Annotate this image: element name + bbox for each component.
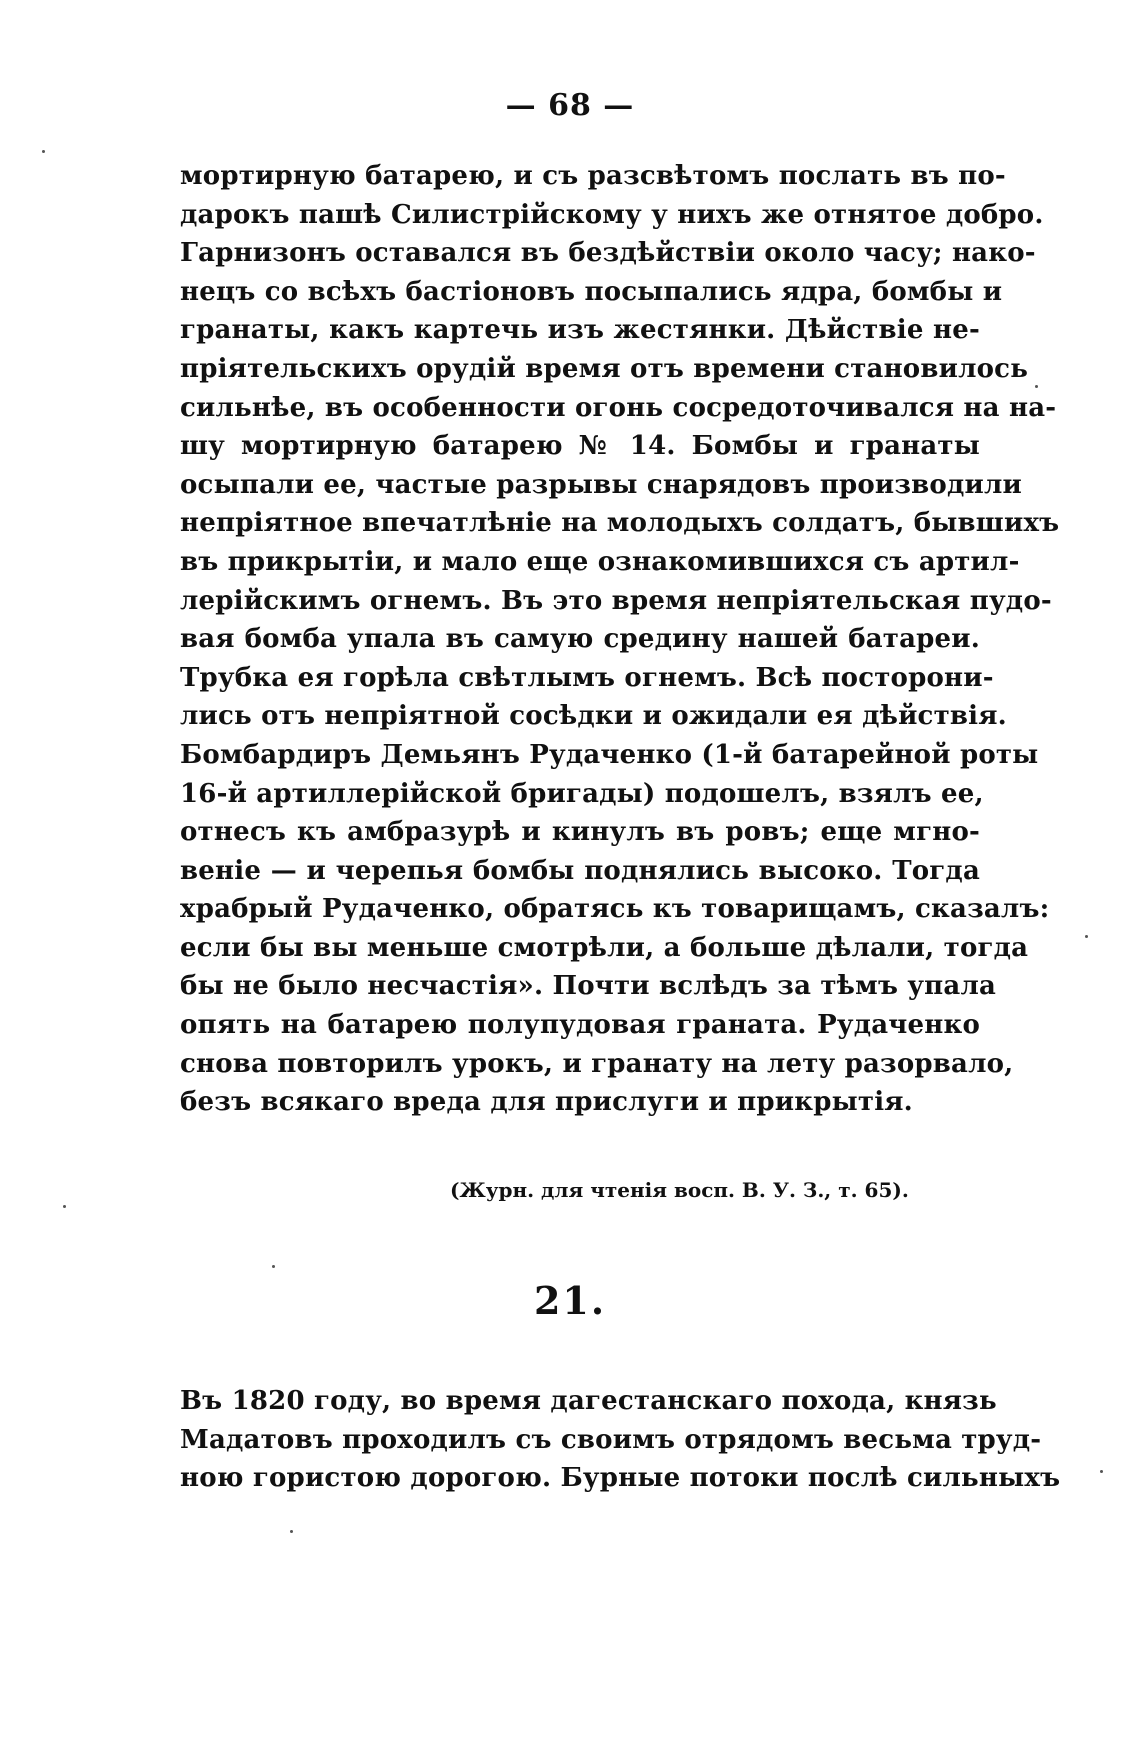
text-line: храбрый Рудаченко, обратясь къ товарищамъ, сказалъ:	[180, 894, 1050, 925]
text-line: гранаты, какъ картечь изъ жестянки. Дѣйствіе не-	[180, 315, 980, 346]
text-line: веніе — и черепья бомбы поднялись высоко. Тогда	[180, 855, 980, 886]
text-line: Мадатовъ проходилъ съ своимъ отрядомъ весьма труд-	[180, 1424, 1042, 1455]
text-line: осыпали ее, частые разрывы снарядовъ производили	[180, 469, 1022, 500]
section-number: 21.	[533, 1278, 607, 1323]
text-line: сильнѣе, въ особенности огонь сосредоточивался на на-	[180, 392, 1057, 423]
text-line: мортирную батарею, и съ разсвѣтомъ послать въ по-	[180, 161, 1006, 191]
scan-speck	[42, 150, 45, 153]
text-line: лерійскимъ огнемъ. Въ это время непріятельская пудо-	[180, 585, 1052, 616]
text-line: снова повторилъ урокъ, и гранату на лету разорвало,	[180, 1048, 1014, 1079]
text-line: если бы вы меньше смотрѣли, а больше дѣлали, тогда	[180, 932, 1029, 963]
text-line: въ прикрытіи, и мало еще ознакомившихся съ артил-	[180, 546, 1020, 577]
text-line: дарокъ пашѣ Силистрійскому у нихъ же отнятое добро.	[180, 199, 1044, 230]
main-paragraph	[180, 157, 1060, 1122]
scan-speck	[272, 1265, 275, 1268]
section-paragraph	[180, 1382, 1061, 1498]
text-line-last: безъ всякаго вреда для прислуги и прикрытія.	[180, 1087, 913, 1118]
text-line: вая бомба упала въ самую средину нашей батареи.	[180, 624, 980, 655]
source-citation: (Журн. для чтенія восп. В. У. З., т. 65).	[450, 1178, 909, 1202]
text-line: ною гористою дорогою. Бурные потоки послѣ сильныхъ	[180, 1463, 1061, 1494]
text-line: Въ 1820 году, во время дагестанскаго похода, князь	[180, 1386, 997, 1416]
text-line: Гарнизонъ оставался въ бездѣйствіи около часу; нако-	[180, 238, 1036, 269]
scan-speck	[1100, 1470, 1103, 1473]
scan-speck	[63, 1205, 66, 1208]
text-line: шу мортирную батарею № 14. Бомбы и гранаты	[180, 431, 980, 462]
text-line: непріятное впечатлѣніе на молодыхъ солдатъ, бывшихъ	[180, 508, 1060, 539]
text-line: лись отъ непріятной сосѣдки и ожидали ея дѣйствія.	[180, 701, 1007, 732]
text-line: пріятельскихъ орудій время отъ времени становилось	[180, 353, 1029, 384]
page-number: — 68 —	[505, 88, 635, 123]
scan-speck	[1035, 385, 1038, 388]
text-line: Трубка ея горѣла свѣтлымъ огнемъ. Всѣ посторони-	[180, 662, 994, 693]
text-line: 16-й артиллерійской бригады) подошелъ, взялъ ее,	[180, 778, 984, 809]
text-line: нецъ со всѣхъ бастіоновъ посыпались ядра, бомбы и	[180, 276, 1003, 307]
text-line: бы не было несчастія». Почти вслѣдъ за тѣмъ упала	[180, 971, 997, 1002]
text-line: Бомбардиръ Демьянъ Рудаченко (1-й батарейной роты	[180, 739, 1039, 770]
text-line: отнесъ къ амбразурѣ и кинулъ въ ровъ; еще мгно-	[180, 817, 980, 848]
scan-speck	[1085, 935, 1088, 938]
text-line: опять на батарею полупудовая граната. Рудаченко	[180, 1010, 980, 1041]
scan-speck	[290, 1530, 293, 1533]
